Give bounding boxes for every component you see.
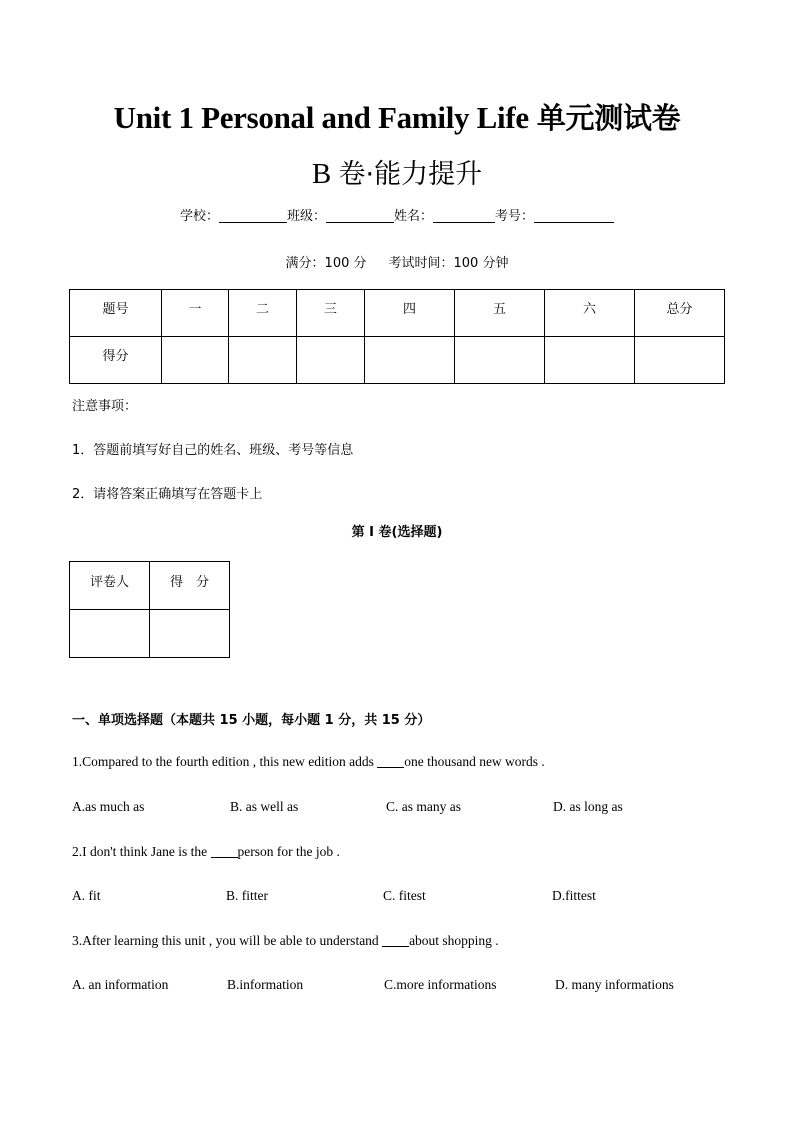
- score-header-cell: 一: [162, 290, 229, 337]
- grader-score-label: 得 分: [150, 562, 230, 610]
- score-cell[interactable]: [545, 337, 635, 384]
- question-stem: [72, 933, 499, 949]
- title-english: Unit 1 Personal and Family Life: [113, 100, 529, 135]
- option-c[interactable]: C. fitest: [383, 888, 426, 903]
- score-table-score-row: [70, 337, 725, 384]
- score-row-label: 得分: [70, 337, 162, 384]
- score-table-header-row: [70, 290, 725, 337]
- exam-time: 考试时间：100 分钟: [388, 256, 509, 271]
- grader-entry-row: [70, 610, 230, 658]
- option-c[interactable]: C. as many as: [386, 799, 461, 814]
- grader-table: [69, 561, 230, 658]
- score-cell[interactable]: [635, 337, 725, 384]
- score-cell[interactable]: [297, 337, 365, 384]
- school-label: 学校：: [179, 209, 219, 224]
- student-info-line: [0, 205, 794, 224]
- score-header-cell: 二: [229, 290, 297, 337]
- option-a[interactable]: A.as much as: [72, 799, 145, 814]
- option-a[interactable]: A. fit: [72, 888, 101, 903]
- notes-heading: 注意事项：: [72, 399, 138, 414]
- score-header-cell: 四: [365, 290, 455, 337]
- question-stem: [72, 754, 545, 770]
- grader-score-cell[interactable]: [150, 610, 230, 658]
- score-cell[interactable]: [365, 337, 455, 384]
- class-label: 班级：: [286, 209, 326, 224]
- subtitle-prefix: B: [311, 158, 332, 190]
- option-d[interactable]: D. many informations: [555, 977, 674, 992]
- page-title: [0, 96, 794, 137]
- question-text: 1.Compared to the fourth edition , this new edition adds: [72, 754, 378, 769]
- title-chinese: 单元测试卷: [536, 101, 681, 135]
- option-a[interactable]: A. an information: [72, 977, 169, 992]
- option-c[interactable]: C.more informations: [384, 977, 497, 992]
- option-b[interactable]: B.information: [227, 977, 304, 992]
- question-text: 2.I don't think Jane is the: [72, 844, 211, 859]
- school-field[interactable]: [219, 208, 287, 223]
- note-item: 1．答题前填写好自己的姓名、班级、考号等信息: [72, 443, 354, 458]
- full-score: 满分：100 分: [285, 256, 367, 271]
- grader-header-row: [70, 562, 230, 610]
- exam-meta-line: [0, 252, 794, 271]
- name-label: 姓名：: [394, 209, 434, 224]
- option-b[interactable]: B. as well as: [230, 799, 299, 814]
- name-field[interactable]: [433, 208, 495, 223]
- class-field[interactable]: [326, 208, 394, 223]
- part-title: 一、单项选择题（本题共 15 小题，每小题 1 分，共 15 分）: [72, 713, 431, 728]
- question-text: person for the job .: [237, 844, 340, 859]
- score-cell[interactable]: [455, 337, 545, 384]
- score-table: [69, 289, 725, 384]
- score-header-cell: 六: [545, 290, 635, 337]
- score-header-cell: 总分: [635, 290, 725, 337]
- note-item: 2．请将答案正确填写在答题卡上: [72, 487, 263, 502]
- question-stem: [72, 844, 340, 860]
- question-text: 3.After learning this unit , you will be able to understand: [72, 933, 383, 948]
- question-text: one thousand new words .: [404, 754, 545, 769]
- answer-blank: [211, 845, 238, 858]
- score-cell[interactable]: [162, 337, 229, 384]
- answer-blank: [382, 934, 409, 947]
- page-subtitle: [0, 152, 794, 191]
- score-header-cell: 五: [455, 290, 545, 337]
- score-header-cell: 题号: [70, 290, 162, 337]
- option-d[interactable]: D.fittest: [552, 888, 596, 903]
- question-text: about shopping .: [409, 933, 499, 948]
- score-cell[interactable]: [229, 337, 297, 384]
- subtitle-chinese: 卷·能力提升: [338, 159, 483, 190]
- option-d[interactable]: D. as long as: [553, 799, 623, 814]
- exam-no-field[interactable]: [534, 208, 614, 223]
- answer-blank: [377, 755, 404, 768]
- grader-label: 评卷人: [70, 562, 150, 610]
- score-header-cell: 三: [297, 290, 365, 337]
- exam-no-label: 考号：: [495, 209, 535, 224]
- grader-cell[interactable]: [70, 610, 150, 658]
- section-title: 第 I 卷(选择题): [351, 525, 443, 540]
- option-b[interactable]: B. fitter: [226, 888, 268, 903]
